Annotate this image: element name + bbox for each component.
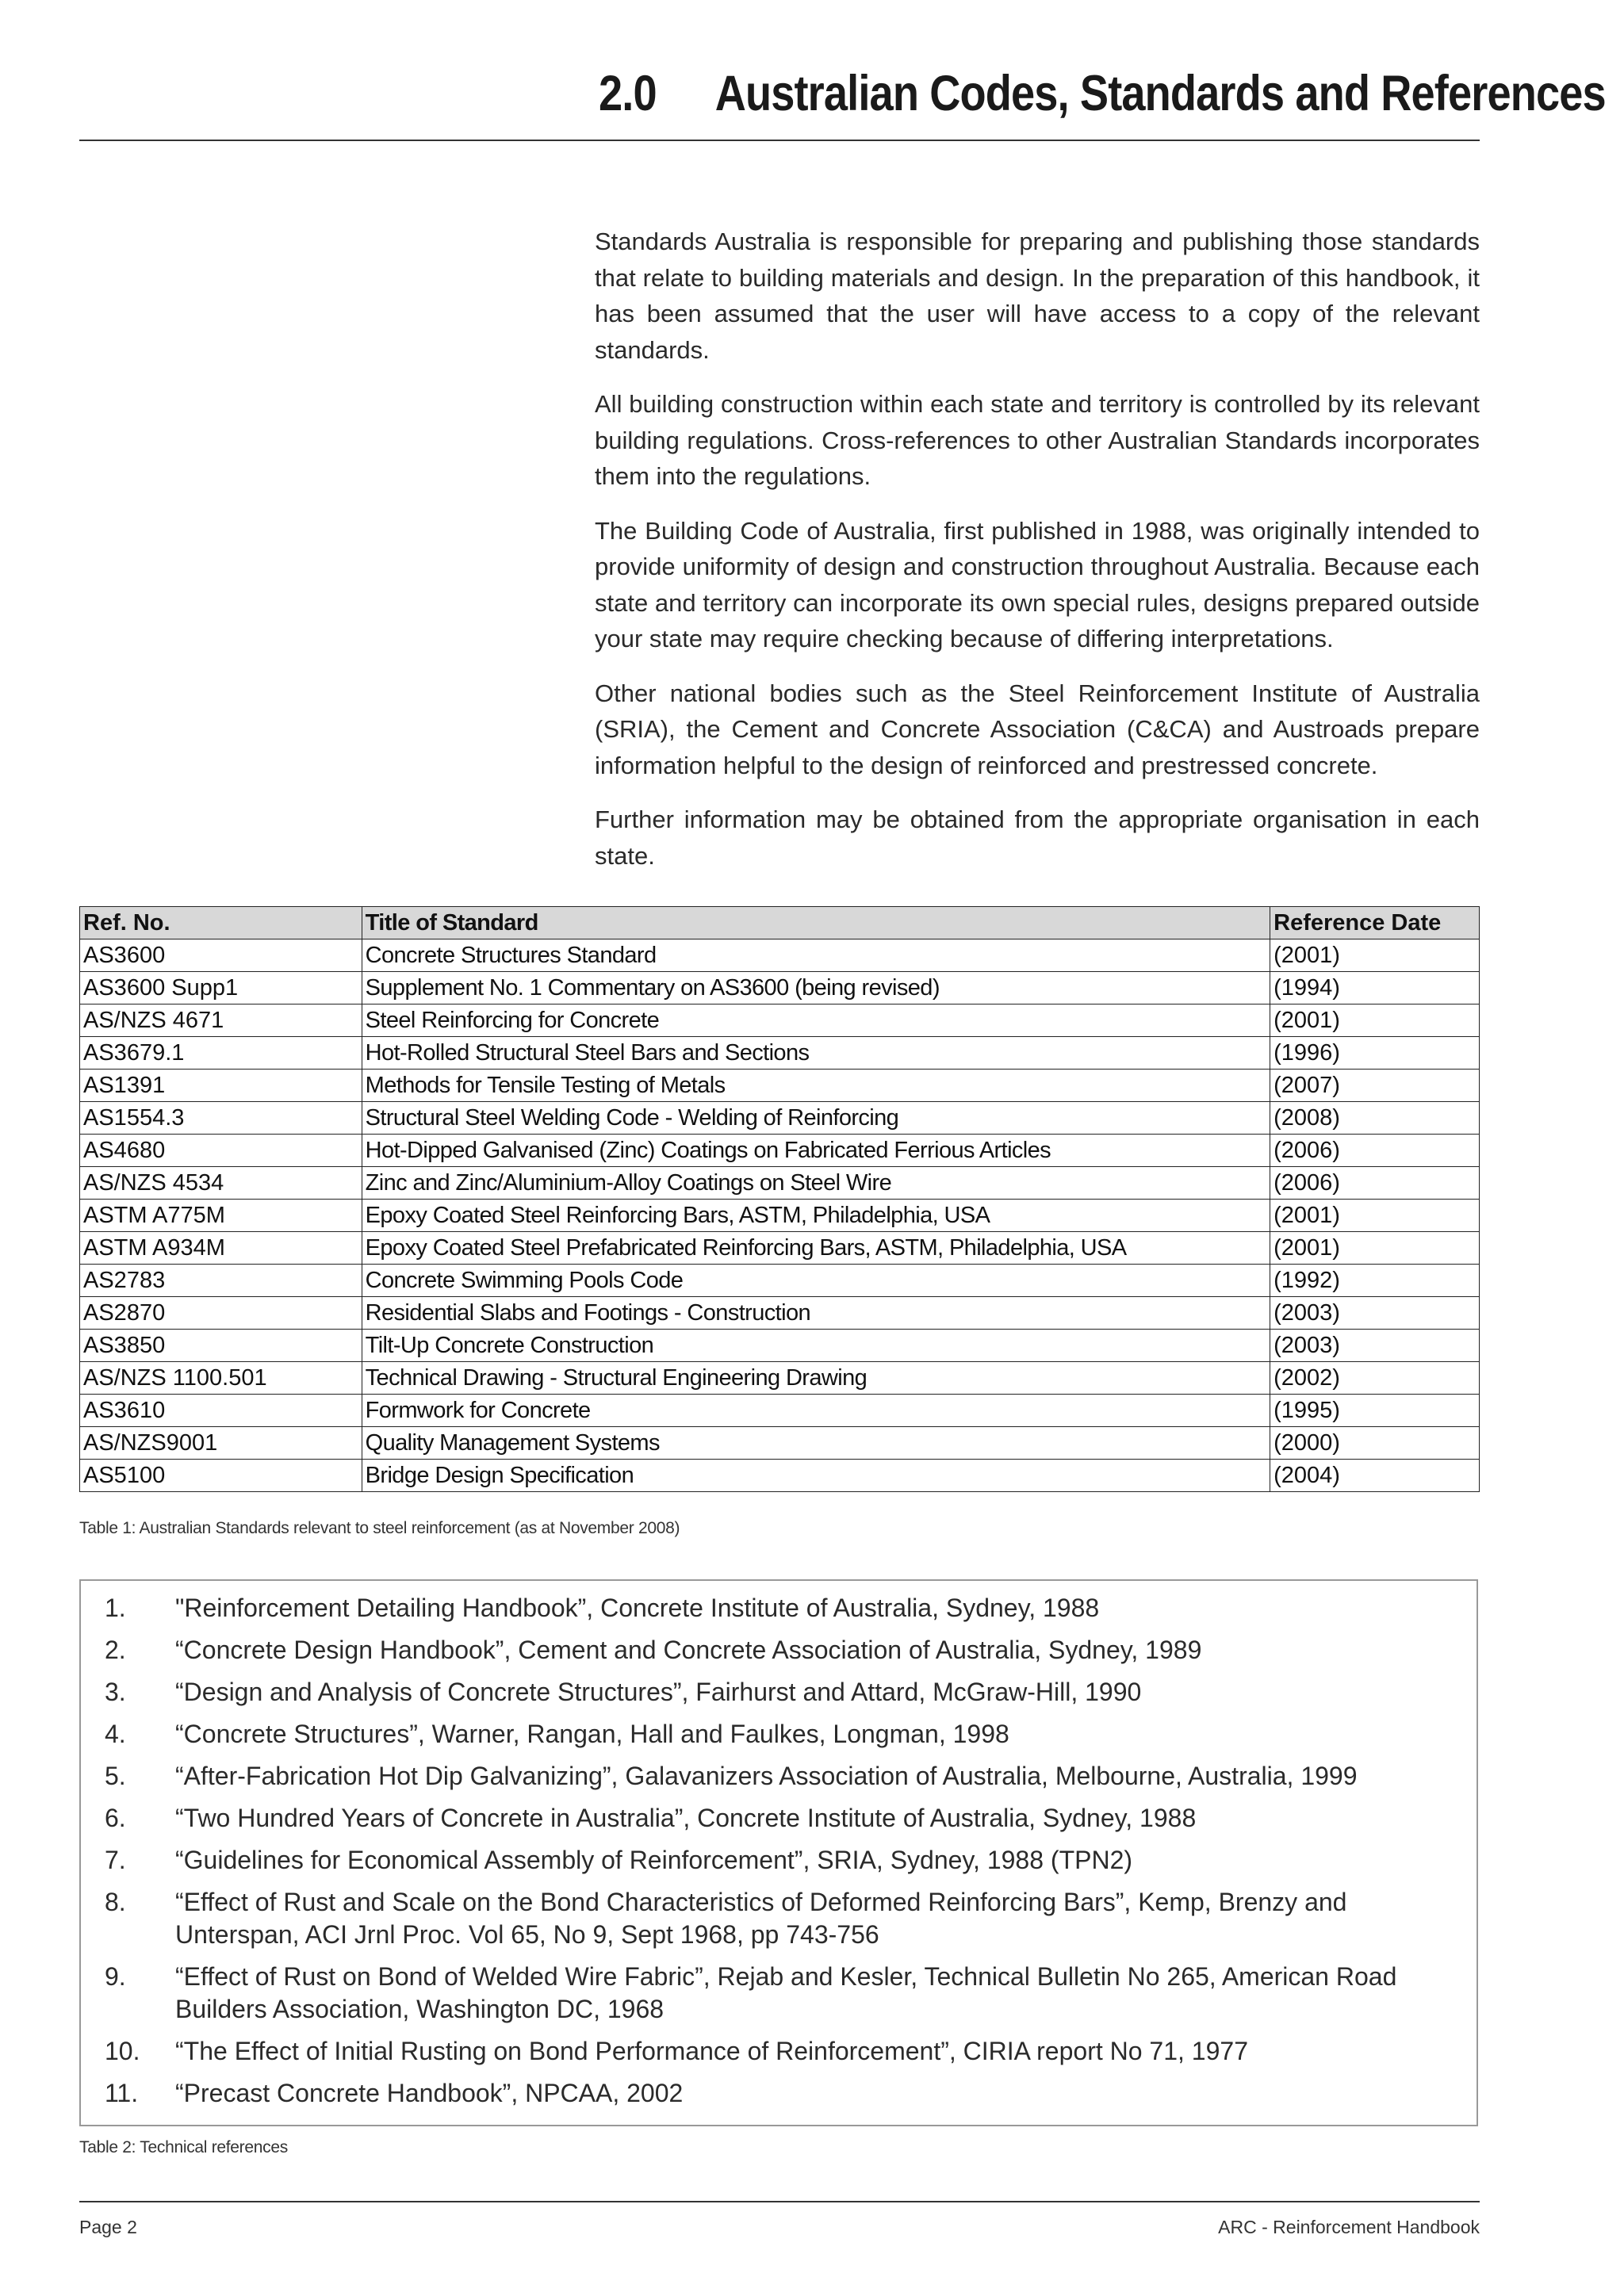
reference-number: 4.	[105, 1720, 126, 1748]
list-item	[81, 1634, 1477, 1667]
table-row	[80, 1362, 1480, 1395]
technical-references-box	[79, 1579, 1478, 2126]
reference-date-cell: (2000)	[1270, 1427, 1480, 1460]
reference-date-cell: (2006)	[1270, 1135, 1480, 1167]
table-row	[80, 1004, 1480, 1037]
ref-no-cell: AS3610	[80, 1395, 362, 1427]
reference-date-cell: (1992)	[1270, 1265, 1480, 1297]
reference-date-cell: (1994)	[1270, 972, 1480, 1004]
table-row	[80, 1037, 1480, 1070]
list-item	[81, 1592, 1477, 1624]
reference-date-cell: (2001)	[1270, 1004, 1480, 1037]
table-header-row	[80, 907, 1480, 939]
title-cell: Epoxy Coated Steel Reinforcing Bars, ASTM, Philadelphia, USA	[362, 1200, 1270, 1232]
intro-paragraph: The Building Code of Australia, first published in 1988, was originally intended to provide uniformity of design and construction throughout Australia. Because each state and territory can incorporate its own special rules, designs prepared outside your state may require checking because of differing interpretations.	[595, 516, 1480, 652]
list-item	[81, 2077, 1477, 2110]
list-item	[81, 1802, 1477, 1835]
ref-no-cell: ASTM A934M	[80, 1232, 362, 1265]
title-cell: Concrete Swimming Pools Code	[362, 1265, 1270, 1297]
title-cell: Methods for Tensile Testing of Metals	[362, 1070, 1270, 1102]
reference-date-cell: (2002)	[1270, 1362, 1480, 1395]
reference-number: 2.	[105, 1636, 126, 1664]
reference-number: 3.	[105, 1678, 126, 1706]
standards-table	[79, 906, 1480, 1492]
list-item	[81, 1718, 1477, 1751]
table-row	[80, 1265, 1480, 1297]
ref-no-cell: AS2783	[80, 1265, 362, 1297]
intro-paragraph: Standards Australia is responsible for preparing and publishing those standards that relate to building materials and design. In the preparation of this handbook, it has been assumed that the user will have access to a copy of the relevant standards.	[595, 228, 1480, 364]
reference-text: “Effect of Rust on Bond of Welded Wire Fabric”, Rejab and Kesler, Technical Bulletin No 265, American Road Builders Association, Washington DC, 1968	[175, 1962, 1397, 2023]
section-number: 2.0	[599, 66, 657, 121]
publication-name: ARC - Reinforcement Handbook	[1218, 2217, 1480, 2237]
reference-number: 11.	[105, 2079, 139, 2107]
reference-number: 9.	[105, 1962, 126, 1991]
title-cell: Concrete Structures Standard	[362, 939, 1270, 972]
reference-text: “Effect of Rust and Scale on the Bond Characteristics of Deformed Reinforcing Bars”, Kemp, Brenzy and Unterspan, ACI Jrnl Proc. Vol 65, No 9, Sept 1968, pp 743-756	[175, 1888, 1347, 1949]
reference-date-cell: (2001)	[1270, 1200, 1480, 1232]
reference-number: 7.	[105, 1846, 126, 1874]
header-title-of-standard: Title of Standard	[362, 907, 1270, 939]
reference-date-cell: (2001)	[1270, 1232, 1480, 1265]
table-row	[80, 1427, 1480, 1460]
reference-text: "Reinforcement Detailing Handbook”, Concrete Institute of Australia, Sydney, 1988	[175, 1594, 1100, 1622]
list-item	[81, 1961, 1477, 2026]
ref-no-cell: AS3600	[80, 939, 362, 972]
table-row	[80, 1232, 1480, 1265]
table-row	[80, 972, 1480, 1004]
ref-no-cell: AS1554.3	[80, 1102, 362, 1135]
reference-number: 1.	[105, 1594, 126, 1622]
section-title: Australian Codes, Standards and References	[714, 66, 1606, 121]
title-cell: Hot-Rolled Structural Steel Bars and Sections	[362, 1037, 1270, 1070]
table-row	[80, 1460, 1480, 1492]
title-cell: Formwork for Concrete	[362, 1395, 1270, 1427]
reference-date-cell: (2008)	[1270, 1102, 1480, 1135]
table-row	[80, 1297, 1480, 1330]
reference-date-cell: (1996)	[1270, 1037, 1480, 1070]
table-row	[80, 1070, 1480, 1102]
intro-text	[595, 224, 1480, 892]
header-reference-date: Reference Date	[1270, 907, 1480, 939]
intro-paragraph: Other national bodies such as the Steel Reinforcement Institute of Australia (SRIA), the Cement and Concrete Association (C&CA) and Austroads prepare information helpful to the design of reinforced and prestressed concrete.	[595, 679, 1480, 779]
reference-text: “Concrete Design Handbook”, Cement and Concrete Association of Australia, Sydney, 1989	[175, 1636, 1202, 1664]
title-cell: Supplement No. 1 Commentary on AS3600 (being revised)	[362, 972, 1270, 1004]
reference-date-cell: (2004)	[1270, 1460, 1480, 1492]
ref-no-cell: AS/NZS9001	[80, 1427, 362, 1460]
ref-no-cell: AS4680	[80, 1135, 362, 1167]
reference-text: “Two Hundred Years of Concrete in Australia”, Concrete Institute of Australia, Sydney, 1988	[175, 1804, 1197, 1832]
title-cell: Epoxy Coated Steel Prefabricated Reinforcing Bars, ASTM, Philadelphia, USA	[362, 1232, 1270, 1265]
reference-text: “Concrete Structures”, Warner, Rangan, Hall and Faulkes, Longman, 1998	[175, 1720, 1009, 1748]
header-ref-no: Ref. No.	[80, 907, 362, 939]
reference-number: 8.	[105, 1888, 126, 1916]
table-row	[80, 939, 1480, 972]
title-cell: Quality Management Systems	[362, 1427, 1270, 1460]
list-item	[81, 2035, 1477, 2068]
table2-caption: Table 2: Technical references	[79, 2138, 288, 2156]
table-row	[80, 1395, 1480, 1427]
title-cell: Technical Drawing - Structural Engineering Drawing	[362, 1362, 1270, 1395]
reference-text: “Precast Concrete Handbook”, NPCAA, 2002	[175, 2079, 684, 2107]
table1-caption: Table 1: Australian Standards relevant to steel reinforcement (as at November 2008)	[79, 1519, 680, 1537]
reference-number: 10.	[105, 2037, 140, 2065]
table-row	[80, 1135, 1480, 1167]
reference-text: “Guidelines for Economical Assembly of Reinforcement”, SRIA, Sydney, 1988 (TPN2)	[175, 1846, 1133, 1874]
page-number: Page 2	[79, 2217, 137, 2237]
footer-rule	[79, 2201, 1480, 2202]
ref-no-cell: ASTM A775M	[80, 1200, 362, 1232]
reference-text: “Design and Analysis of Concrete Structures”, Fairhurst and Attard, McGraw-Hill, 1990	[175, 1678, 1142, 1706]
reference-date-cell: (2006)	[1270, 1167, 1480, 1200]
reference-date-cell: (2003)	[1270, 1330, 1480, 1362]
ref-no-cell: AS1391	[80, 1070, 362, 1102]
table-row	[80, 1102, 1480, 1135]
table-row	[80, 1330, 1480, 1362]
reference-text: “After-Fabrication Hot Dip Galvanizing”, Galavanizers Association of Australia, Melbourne, Australia, 1999	[175, 1762, 1358, 1790]
ref-no-cell: AS3679.1	[80, 1037, 362, 1070]
title-cell: Steel Reinforcing for Concrete	[362, 1004, 1270, 1037]
technical-references-list	[81, 1581, 1477, 2110]
reference-date-cell: (1995)	[1270, 1395, 1480, 1427]
ref-no-cell: AS/NZS 4671	[80, 1004, 362, 1037]
ref-no-cell: AS/NZS 1100.501	[80, 1362, 362, 1395]
ref-no-cell: AS5100	[80, 1460, 362, 1492]
list-item	[81, 1760, 1477, 1793]
title-cell: Residential Slabs and Footings - Construction	[362, 1297, 1270, 1330]
intro-paragraph: Further information may be obtained from the appropriate organisation in each state.	[595, 806, 1480, 870]
reference-date-cell: (2007)	[1270, 1070, 1480, 1102]
title-cell: Bridge Design Specification	[362, 1460, 1270, 1492]
header-rule	[79, 140, 1480, 141]
reference-number: 5.	[105, 1762, 126, 1790]
ref-no-cell: AS/NZS 4534	[80, 1167, 362, 1200]
list-item	[81, 1676, 1477, 1709]
title-cell: Zinc and Zinc/Aluminium-Alloy Coatings on Steel Wire	[362, 1167, 1270, 1200]
section-heading	[599, 65, 1606, 122]
reference-text: “The Effect of Initial Rusting on Bond Performance of Reinforcement”, CIRIA report No 71, 1977	[175, 2037, 1248, 2065]
table-row	[80, 1167, 1480, 1200]
list-item	[81, 1844, 1477, 1877]
table-row	[80, 1200, 1480, 1232]
reference-date-cell: (2001)	[1270, 939, 1480, 972]
ref-no-cell: AS2870	[80, 1297, 362, 1330]
ref-no-cell: AS3850	[80, 1330, 362, 1362]
ref-no-cell: AS3600 Supp1	[80, 972, 362, 1004]
title-cell: Tilt-Up Concrete Construction	[362, 1330, 1270, 1362]
title-cell: Structural Steel Welding Code - Welding of Reinforcing	[362, 1102, 1270, 1135]
title-cell: Hot-Dipped Galvanised (Zinc) Coatings on Fabricated Ferrious Articles	[362, 1135, 1270, 1167]
reference-date-cell: (2003)	[1270, 1297, 1480, 1330]
intro-paragraph: All building construction within each state and territory is controlled by its relevant building regulations. Cross-references to other Australian Standards incorporates them into the regulations.	[595, 390, 1480, 490]
list-item	[81, 1886, 1477, 1951]
reference-number: 6.	[105, 1804, 126, 1832]
standards-table-body	[80, 939, 1480, 1492]
